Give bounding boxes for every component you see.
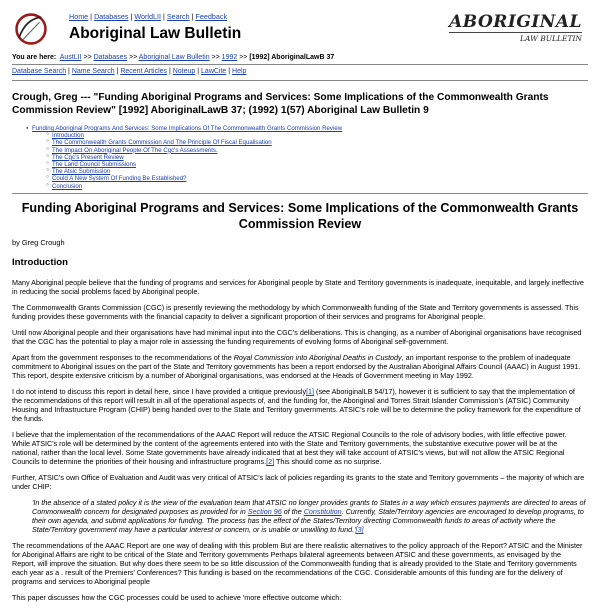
quote [32,498,586,534]
name-search-link[interactable]: Name Search [71,68,115,75]
section-96-link[interactable]: Section 96 [247,507,282,516]
text: 'In the absence of a stated policy it is the view of the evaluation team that ATSIC no longer provides grants to States in a way which ensures payments are directed to areas of Commonwealth concern for designated purposes as provided for in [32,498,586,516]
breadcrumb-bulletin[interactable]: Aboriginal Law Bulletin [138,54,210,61]
paragraph: The recommendations of the AAAC Report are one way of dealing with this problem But are there realistic alternatives to the policy approach of the Report? ATSIC and the Minister for Aboriginal Affairs are right to be critical of the State and Territory governments Perhaps bilateral agreements between ATSIC and these governments, as envisaged by the Report, will improve the situation. But why does there seem to be so little discussion of the Commonwealth funding that is already provided to the State and Territory governments each year as a . result of the Premiers' Conferences? This funding is based on the recommendations of the CGC. Considerable amounts of this funding are for the delivery of programs and services to Aboriginal people [12,541,583,586]
paragraph: This paper discusses how the CGC processes could be used to achieve 'more effective outcome which: [12,593,342,602]
austlii-logo-icon[interactable] [14,12,48,46]
text: I believe that the implementation of the recommendations of the AAAC Report will reduce the ATSIC Regional Councils to the role of advisory bodies, with little effective power. While ATSIC's role will be determined by the content of the agreements entered into with the State and Territory governments, the substantive executive power will be at the national, rather than the local level. Some State governments have already indicated that at best they will take account of ATSIC's views, but will not allow the ATSIC Regional Councils to determine the priorities of their housing and infrastructure programs. [12,430,567,466]
text: I do not intend to discuss this report in detail here, since I have provided a critique previously [12,387,307,396]
text: This should come as no surprise. [274,457,382,466]
brand-line2: LAW BULLETIN [449,32,582,43]
footnote-3-link[interactable]: [3] [355,525,364,534]
toc-item[interactable]: The Land Council Submissions [52,160,137,168]
brand-line1: ABORIGINAL [449,12,582,32]
toc-item[interactable]: Conclusion [52,182,83,190]
text: Apart from the government responses to the recommendations of the [12,353,234,362]
table-of-contents [32,125,342,190]
paragraph: Further, ATSIC's own Office of Evaluation and Audit was very critical of ATSIC's lack of policies regarding its grants to the state and Territory governments – the majority of which are under CHIP: [12,473,585,491]
toc-item[interactable]: Introduction [52,132,84,140]
toc-main-link[interactable]: Funding Aboriginal Programs And Services: Some Implications Of The Commonwealth Grants Commission Review [32,125,343,132]
royal-commission-title: Royal Commission into Aboriginal Deaths in Custody [233,353,402,362]
noteup-link[interactable]: Noteup [172,68,196,75]
feedback-link[interactable]: Feedback [195,12,228,21]
breadcrumb-label: You are here: [12,54,57,61]
lawcite-link[interactable]: LawCite [201,68,227,75]
toc-item[interactable]: The Atsic Submission [52,168,111,176]
breadcrumb-databases[interactable]: Databases [93,54,128,61]
paragraph: The Commonwealth Grants Commission (CGC) is presently reviewing the methodology by which Commonwealth funding of the State and Territory governments is assessed. This funding provides these governments with the financial capacity to deliver a significant proportion of their services and programs for Aboriginal people. [12,303,579,321]
article-body [12,278,586,609]
paragraph: Many Aboriginal people believe that the funding of programs and services for Aboriginal people by State and Territory governments is inadequate, inequitable, and largely ineffective in reducing the social problems faced by Aboriginal people. [12,278,584,296]
worldlii-link[interactable]: WorldLII [134,12,161,21]
text: of the [281,507,304,516]
breadcrumb-year[interactable]: 1992 [221,54,238,61]
paragraph [12,353,586,380]
text: (see AboriginalLB 54/17), however it is sufficient to say that the implementation of the recommendations of this report will result in all of the operational aspects of, and the funding for, the Aboriginal and Torres Strait Islander Commission's (ATSIC) Community Housing and Infrastructure Program (CHIP) being handed over to the State and Territory governments. ATSIC's role will be to determine the policy framework for the expenditure of the funds. [12,387,581,423]
section-heading: Introduction [12,257,68,268]
footnote-1-link[interactable]: [1] [306,387,315,396]
breadcrumb-current: [1992] AboriginalLawB 37 [249,54,335,61]
toc-item[interactable]: The Impact On Aboriginal People Of The Cgc's Assessments. [52,146,218,154]
search-link[interactable]: Search [166,12,190,21]
breadcrumb-austlii[interactable]: AustLII [59,54,82,61]
divider [12,80,588,81]
recent-articles-link[interactable]: Recent Articles [120,68,168,75]
paragraph [12,430,586,466]
text: , an important response to the problem of inadequate commitment to Aboriginal issues on the part of the State and Territory governments has been a report endorsed by the Australian Aboriginal Affairs Council (AAAC) in August 1991. This report, despite extensive criticism by a number of Aboriginal organisations, was endorsed at the Heads of Government meeting in May 1992. [12,353,581,380]
toc-item[interactable]: The Commonwealth Grants Commission And The Principle Of Fiscal Equalisation [52,139,272,147]
byline: by Greg Crough [12,238,65,247]
divider [12,64,588,65]
constitution-link[interactable]: Constitution [303,507,342,516]
paragraph [12,387,586,423]
header [0,0,600,50]
divider [12,193,588,194]
toc-item[interactable]: The Cgc's Present Review [52,153,124,161]
top-links: Home | Databases | WorldLII | Search | Feedback [69,12,228,21]
nav-links: Database Search | Name Search | Recent Articles | Noteup | LawCite | Help [12,68,247,75]
document-heading: Crough, Greg --- "Funding Aboriginal Programs and Services: Some Implications of the Commonwealth Grants Commission Review" [1992] AboriginalLawB 37; (1992) 1(57) Aboriginal Law Bulletin 9 [12,92,549,116]
toc-item[interactable]: Could A New System Of Funding Be Established? [52,175,187,183]
databases-link[interactable]: Databases [94,12,129,21]
text: . Currently, State/Territory agencies are encouraged to develop programs, to their own agenda, and submit applications for funding. The process has the effect of the States/Territory directing Commonwealth funds to areas of activity where the State/Territory government may have a particular interest or concern, or is unable or unwilling to fund.' [32,507,584,534]
brand-logo [449,14,582,43]
paragraph: Until now Aboriginal people and their organisations have had minimal input into the CGC's deliberations. This is changing, as a number of Aboriginal organisations have recognised that the CGC has the potential to play a major role in assessing the funding requirements of evolving forms of Aboriginal self-government. [12,328,582,346]
footnote-2-link[interactable]: [2] [266,457,275,466]
help-link[interactable]: Help [232,68,247,75]
breadcrumb: You are here: AustLII >> Databases >> Aboriginal Law Bulletin >> 1992 >> [1992] AboriginalLawB 37 [12,54,335,61]
article-title: Funding Aboriginal Programs and Services: Some Implications of the Commonwealth Grants Commission Review [21,201,579,231]
site-title: Aboriginal Law Bulletin [69,25,242,42]
home-link[interactable]: Home [69,12,89,21]
database-search-link[interactable]: Database Search [12,68,67,75]
